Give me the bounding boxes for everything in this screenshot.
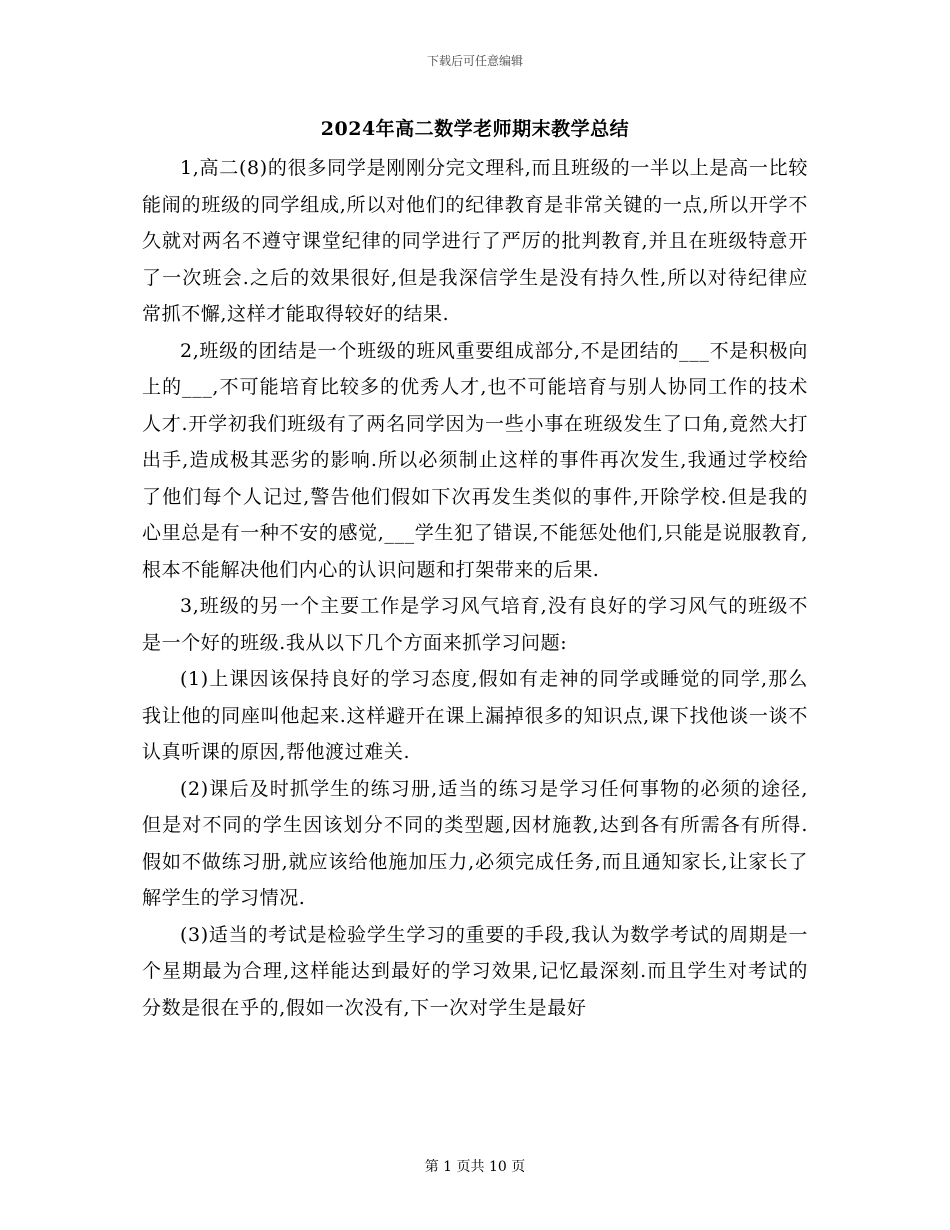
paragraph-4: (1)上课因该保持良好的学习态度,假如有走神的同学或睡觉的同学,那么我让他的同座叫他起来.这样避开在课上漏掉很多的知识点,课下找他谈一谈不认真听课的原因,帮他渡过难关. (142, 668, 808, 763)
paragraph-2: 2,班级的团结是一个班级的班风重要组成部分,不是团结的___不是积极向上的___,不可能培育比较多的优秀人才,也不可能培育与别人协同工作的技术人才.开学初我们班级有了两名同学因为一些小事在班级发生了口角,竟然大打出手,造成极其恶劣的影响.所以必须制止这样的事件再次发生,我通过学校给了他们每个人记过,警告他们假如下次再发生类似的事件,开除学校.但是我的心里总是有一种不安的感觉,___学生犯了错误,不能惩处他们,只能是说服教育,根本不能解决他们内心的认识问题和打架带来的后果. (142, 339, 808, 581)
paragraph-3: 3,班级的另一个主要工作是学习风气培育,没有良好的学习风气的班级不是一个好的班级.我从以下几个方面来抓学习问题: (142, 595, 808, 654)
document-body (142, 150, 808, 1026)
page-footer: 第 1 页共 10 页 (424, 1159, 526, 1175)
document-title: 2024年高二数学老师期末教学总结 (320, 118, 630, 140)
header-note: 下载后可任意编辑 (426, 54, 523, 68)
paragraph-5: (2)课后及时抓学生的练习册,适当的练习是学习任何事物的必须的途径,但是对不同的学生因该划分不同的类型题,因材施教,达到各有所需各有所得.假如不做练习册,就应该给他施加压力,必须完成任务,而且通知家长,让家长了解学生的学习情况. (142, 777, 808, 909)
paragraph-6: (3)适当的考试是检验学生学习的重要的手段,我认为数学考试的周期是一个星期最为合理,这样能达到最好的学习效果,记忆最深刻.而且学生对考试的分数是很在乎的,假如一次没有,下一次对学生是最好 (142, 923, 808, 1019)
paragraph-1: 1,高二(8)的很多同学是刚刚分完文理科,而且班级的一半以上是高一比较能闹的班级的同学组成,所以对他们的纪律教育是非常关键的一点,所以开学不久就对两名不遵守课堂纪律的同学进行了严厉的批判教育,并且在班级特意开了一次班会.之后的效果很好,但是我深信学生是没有持久性,所以对待纪律应常抓不懈,这样才能取得较好的结果. (142, 157, 808, 325)
